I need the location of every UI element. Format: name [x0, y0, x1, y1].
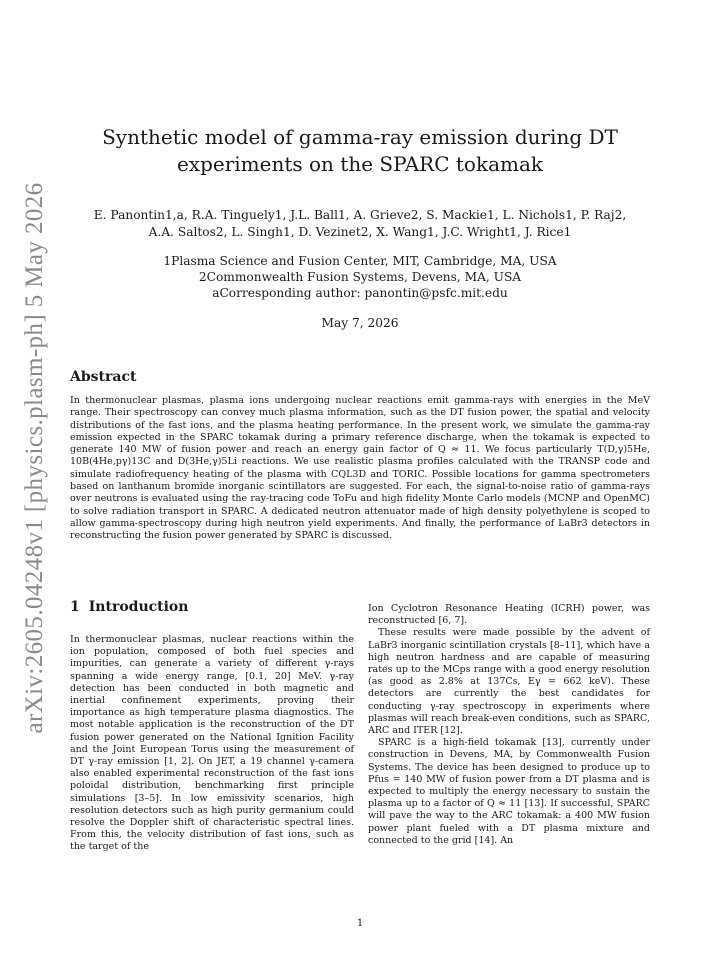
corresponding-author: aCorresponding author: panontin@psfc.mit.edu [212, 286, 508, 300]
paper-title [70, 124, 650, 178]
section-title: Introduction [88, 599, 189, 615]
author-list [70, 207, 650, 241]
affiliation-1: 1Plasma Science and Fusion Center, MIT, Cambridge, MA, USA [163, 254, 557, 268]
section-heading-introduction [70, 599, 188, 615]
right-column [368, 603, 650, 847]
title-line-1: Synthetic model of gamma-ray emission during DT [102, 125, 618, 149]
intro-paragraph-1: In thermonuclear plasmas, nuclear reactions within the ion population, composed of both fuel species and impurities, can generate a variety of different γ-rays spanning a wide energy range, [0.1, 20] MeV. γ-ray detection has been conducted in both magnetic and inertial confinement experiments, proving their importance as high temperature plasma diagnostics. The most notable application is the reconstruction of the DT fusion power generated on the National Ignition Facility and the Joint European Torus using the measurement of DT γ-ray emission [1, 2]. On JET, a 19 channel γ-camera also enabled experimental reconstruction of the fast ions poloidal distribution, benchmarking first principle simulations [3–5]. In low emissivity scenarios, high resolution detectors such as high purity germanium could resolve the Doppler shift of characteristic spectral lines. From this, the velocity distribution of fast ions, such as the target of the [70, 634, 354, 853]
authors-line-2: A.A. Saltos2, L. Singh1, D. Vezinet2, X. Wang1, J.C. Wright1, J. Rice1 [148, 225, 572, 239]
affiliation-2: 2Commonwealth Fusion Systems, Devens, MA, USA [198, 270, 522, 284]
abstract-text: In thermonuclear plasmas, plasma ions undergoing nuclear reactions emit gamma-rays with energies in the MeV range. Their spectroscopy can convey much plasma information, such as the DT fusion power, the spatial and velocity distributions of the fast ions, and the plasma heating performance. In the present work, we simulate the gamma-ray emission expected in the SPARC tokamak during a primary reference discharge, when the tokamak is expected to generate 140 MW of fusion power and reach an energy gain factor of Q ≈ 11. We focus particularly T(D,γ)5He, 10B(4He,pγ)13C and D(3He,γ)5Li reactions. We use realistic plasma profiles calculated with the TRANSP code and simulate radiofrequency heating of the plasma with CQL3D and TORIC. Possible locations for gamma spectrometers based on lanthanum bromide inorganic scintillators are suggested. For each, the signal-to-noise ratio of gamma-rays over neutrons is evaluated using the ray-tracing code ToFu and high fidelity Monte Carlo models (MCNP and OpenMC) to solve radiation transport in SPARC. A dedicated neutron attenuator made of high density polyethylene is scoped to allow gamma-spectroscopy during high neutron yield experiments. And finally, the performance of LaBr3 detectors in reconstructing the fusion power generated by SPARC is discussed. [70, 395, 650, 542]
page-number: 1 [356, 918, 364, 929]
intro-paragraph-2: These results were made possible by the advent of LaBr3 inorganic scintillation crystals [8–11], which have a high neutron hardness and are capable of measuring rates up to the MCps range with a good energy resolution (as good as 2.8% at 137Cs, Eγ = 662 keV). These detectors are currently the best candidates for conducting γ-ray spectroscopy in experiments where plasmas will reach break-even conditions, such as SPARC, ARC and ITER [12]. [368, 627, 650, 737]
intro-paragraph-1-continued: Ion Cyclotron Resonance Heating (ICRH) power, was reconstructed [6, 7]. [368, 603, 650, 627]
abstract-heading: Abstract [70, 369, 137, 385]
left-column [70, 634, 354, 854]
title-line-2: experiments on the SPARC tokamak [176, 152, 544, 176]
affiliations [70, 253, 650, 301]
section-number: 1 [70, 599, 80, 615]
publication-date: May 7, 2026 [321, 316, 399, 330]
arxiv-identifier [18, 182, 52, 734]
authors-line-1: E. Panontin1,a, R.A. Tinguely1, J.L. Ball1, A. Grieve2, S. Mackie1, L. Nichols1, P. Raj2, [93, 208, 627, 222]
arxiv-identifier-text: arXiv:2605.04248v1 [physics.plasm-ph] 5 May 2026 [21, 182, 48, 734]
intro-paragraph-3: SPARC is a high-field tokamak [13], currently under construction in Devens, MA, by Commonwealth Fusion Systems. The device has been designed to produce up to Pfus = 140 MW of fusion power from a DT plasma and is expected to multiply the energy necessary to sustain the plasma up to a factor of Q ≈ 11 [13]. If successful, SPARC will pave the way to the ARC tokamak: a 400 MW fusion power plant fueled with a DT plasma mixture and connected to the grid [14]. An [368, 737, 650, 846]
